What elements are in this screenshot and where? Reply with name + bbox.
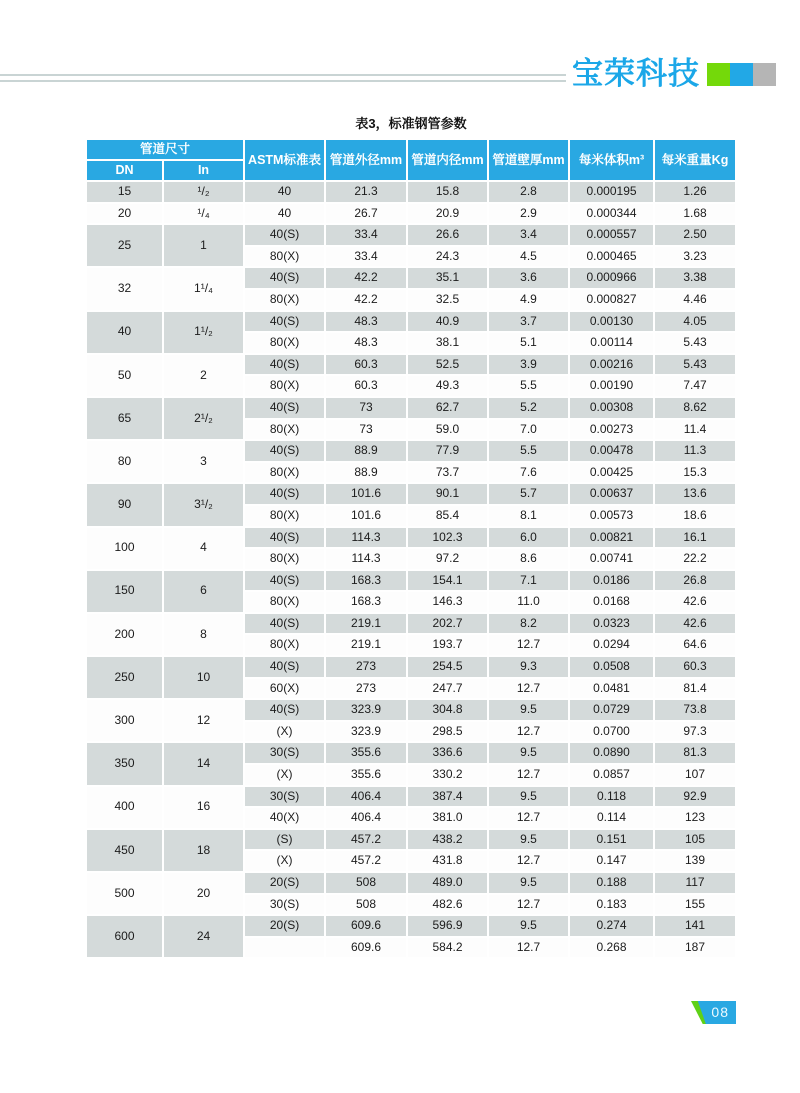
cell-inner-diameter: 202.7 (408, 614, 487, 634)
cell-wall-thickness: 3.4 (489, 225, 568, 245)
cell-inner-diameter: 26.6 (408, 225, 487, 245)
cell-outer-diameter: 26.7 (326, 204, 406, 224)
cell-volume: 0.00114 (570, 333, 653, 353)
cell-outer-diameter: 42.2 (326, 268, 406, 288)
cell-wall-thickness: 7.1 (489, 571, 568, 591)
cell-inner-diameter: 49.3 (408, 376, 487, 396)
header-in: In (164, 161, 243, 180)
cell-weight: 15.3 (655, 463, 735, 483)
cell-in: 6 (164, 571, 243, 612)
cell-wall-thickness: 9.5 (489, 873, 568, 893)
cell-astm: (X) (245, 722, 324, 742)
cell-dn: 80 (87, 441, 162, 482)
cell-outer-diameter: 88.9 (326, 463, 406, 483)
logo-green-square-icon (707, 63, 730, 86)
table-row (87, 743, 735, 763)
cell-outer-diameter: 355.6 (326, 743, 406, 763)
cell-dn: 400 (87, 787, 162, 828)
cell-astm: (X) (245, 851, 324, 871)
cell-weight: 155 (655, 895, 735, 915)
page-number-badge (691, 1001, 736, 1024)
cell-dn: 350 (87, 743, 162, 784)
cell-wall-thickness: 5.5 (489, 376, 568, 396)
cell-inner-diameter: 24.3 (408, 247, 487, 267)
cell-wall-thickness: 9.3 (489, 657, 568, 677)
cell-in: 1 (164, 225, 243, 266)
cell-astm: 80(X) (245, 247, 324, 267)
cell-weight: 187 (655, 938, 735, 958)
cell-weight: 64.6 (655, 635, 735, 655)
cell-volume: 0.000966 (570, 268, 653, 288)
table-row (87, 312, 735, 332)
cell-dn: 150 (87, 571, 162, 612)
cell-outer-diameter: 33.4 (326, 247, 406, 267)
cell-astm: 30(S) (245, 787, 324, 807)
logo-text: 宝荣科技 (572, 55, 700, 91)
cell-wall-thickness: 12.7 (489, 679, 568, 699)
cell-inner-diameter: 247.7 (408, 679, 487, 699)
cell-dn: 450 (87, 830, 162, 871)
cell-outer-diameter: 168.3 (326, 571, 406, 591)
cell-outer-diameter: 219.1 (326, 635, 406, 655)
cell-astm: (S) (245, 830, 324, 850)
cell-astm: 30(S) (245, 743, 324, 763)
cell-wall-thickness: 2.9 (489, 204, 568, 224)
cell-wall-thickness: 6.0 (489, 528, 568, 548)
cell-inner-diameter: 40.9 (408, 312, 487, 332)
cell-inner-diameter: 154.1 (408, 571, 487, 591)
cell-volume: 0.0857 (570, 765, 653, 785)
cell-inner-diameter: 97.2 (408, 549, 487, 569)
cell-astm: 40(S) (245, 614, 324, 634)
cell-outer-diameter: 273 (326, 679, 406, 699)
header-inner-diameter: 管道内径mm (408, 140, 487, 180)
cell-outer-diameter: 114.3 (326, 528, 406, 548)
cell-outer-diameter: 101.6 (326, 484, 406, 504)
cell-in: ¹/₄ (164, 204, 243, 224)
cell-volume: 0.183 (570, 895, 653, 915)
table-row (87, 830, 735, 850)
cell-in: 18 (164, 830, 243, 871)
table-row (87, 484, 735, 504)
cell-dn: 32 (87, 268, 162, 309)
cell-weight: 16.1 (655, 528, 735, 548)
cell-astm: 40(S) (245, 657, 324, 677)
cell-wall-thickness: 3.9 (489, 355, 568, 375)
cell-wall-thickness: 2.8 (489, 182, 568, 202)
cell-wall-thickness: 11.0 (489, 592, 568, 612)
cell-inner-diameter: 73.7 (408, 463, 487, 483)
cell-astm: 40(X) (245, 808, 324, 828)
cell-dn: 65 (87, 398, 162, 439)
cell-wall-thickness: 5.2 (489, 398, 568, 418)
cell-volume: 0.00821 (570, 528, 653, 548)
cell-dn: 600 (87, 916, 162, 957)
cell-in: ¹/₂ (164, 182, 243, 202)
table-row (87, 916, 735, 936)
cell-weight: 139 (655, 851, 735, 871)
cell-weight: 105 (655, 830, 735, 850)
cell-outer-diameter: 168.3 (326, 592, 406, 612)
cell-astm: 80(X) (245, 635, 324, 655)
table-row (87, 873, 735, 893)
cell-inner-diameter: 336.6 (408, 743, 487, 763)
cell-inner-diameter: 254.5 (408, 657, 487, 677)
cell-outer-diameter: 48.3 (326, 333, 406, 353)
cell-wall-thickness: 12.7 (489, 895, 568, 915)
cell-wall-thickness: 9.5 (489, 787, 568, 807)
cell-wall-thickness: 12.7 (489, 635, 568, 655)
cell-wall-thickness: 3.6 (489, 268, 568, 288)
cell-inner-diameter: 482.6 (408, 895, 487, 915)
cell-weight: 11.3 (655, 441, 735, 461)
table-body (87, 182, 735, 957)
header-dn: DN (87, 161, 162, 180)
cell-volume: 0.0323 (570, 614, 653, 634)
cell-weight: 18.6 (655, 506, 735, 526)
cell-weight: 1.26 (655, 182, 735, 202)
cell-inner-diameter: 193.7 (408, 635, 487, 655)
cell-astm: 80(X) (245, 463, 324, 483)
cell-dn: 40 (87, 312, 162, 353)
cell-weight: 60.3 (655, 657, 735, 677)
cell-astm: 40(S) (245, 268, 324, 288)
cell-outer-diameter: 508 (326, 873, 406, 893)
cell-outer-diameter: 406.4 (326, 808, 406, 828)
cell-astm: 40(S) (245, 484, 324, 504)
cell-inner-diameter: 596.9 (408, 916, 487, 936)
cell-inner-diameter: 77.9 (408, 441, 487, 461)
cell-weight: 4.05 (655, 312, 735, 332)
logo-blue-square-icon (730, 63, 753, 86)
cell-wall-thickness: 9.5 (489, 700, 568, 720)
cell-volume: 0.000827 (570, 290, 653, 310)
cell-wall-thickness: 12.7 (489, 938, 568, 958)
cell-wall-thickness: 5.7 (489, 484, 568, 504)
table-row (87, 787, 735, 807)
cell-in: 10 (164, 657, 243, 698)
cell-outer-diameter: 219.1 (326, 614, 406, 634)
cell-in: 2¹/₂ (164, 398, 243, 439)
table-row (87, 441, 735, 461)
cell-astm: 40 (245, 182, 324, 202)
cell-volume: 0.00130 (570, 312, 653, 332)
cell-outer-diameter: 60.3 (326, 376, 406, 396)
table-title: 表3，标准钢管参数 (355, 116, 467, 131)
cell-inner-diameter: 62.7 (408, 398, 487, 418)
header-astm: ASTM标准表 (245, 140, 324, 180)
cell-volume: 0.147 (570, 851, 653, 871)
cell-astm: 80(X) (245, 592, 324, 612)
pipe-parameters-table (85, 138, 737, 959)
table-row (87, 182, 735, 202)
cell-outer-diameter: 33.4 (326, 225, 406, 245)
logo-gray-square-icon (753, 63, 776, 86)
company-logo (572, 56, 776, 90)
cell-weight: 1.68 (655, 204, 735, 224)
cell-dn: 25 (87, 225, 162, 266)
cell-astm (245, 938, 324, 958)
cell-wall-thickness: 12.7 (489, 765, 568, 785)
cell-dn: 250 (87, 657, 162, 698)
cell-astm: 80(X) (245, 506, 324, 526)
cell-weight: 92.9 (655, 787, 735, 807)
cell-inner-diameter: 387.4 (408, 787, 487, 807)
cell-weight: 97.3 (655, 722, 735, 742)
cell-astm: (X) (245, 765, 324, 785)
cell-in: 3¹/₂ (164, 484, 243, 525)
cell-volume: 0.0294 (570, 635, 653, 655)
cell-volume: 0.00425 (570, 463, 653, 483)
cell-volume: 0.00741 (570, 549, 653, 569)
cell-inner-diameter: 438.2 (408, 830, 487, 850)
cell-volume: 0.0168 (570, 592, 653, 612)
cell-outer-diameter: 88.9 (326, 441, 406, 461)
cell-weight: 11.4 (655, 420, 735, 440)
cell-outer-diameter: 273 (326, 657, 406, 677)
cell-in: 1¹/₄ (164, 268, 243, 309)
cell-wall-thickness: 9.5 (489, 830, 568, 850)
cell-outer-diameter: 101.6 (326, 506, 406, 526)
cell-weight: 3.23 (655, 247, 735, 267)
cell-weight: 4.46 (655, 290, 735, 310)
cell-volume: 0.000195 (570, 182, 653, 202)
cell-volume: 0.0186 (570, 571, 653, 591)
cell-weight: 141 (655, 916, 735, 936)
header-rule-top (0, 74, 566, 76)
cell-astm: 40(S) (245, 700, 324, 720)
cell-outer-diameter: 42.2 (326, 290, 406, 310)
cell-volume: 0.00573 (570, 506, 653, 526)
cell-wall-thickness: 8.6 (489, 549, 568, 569)
cell-wall-thickness: 7.0 (489, 420, 568, 440)
cell-inner-diameter: 32.5 (408, 290, 487, 310)
cell-inner-diameter: 330.2 (408, 765, 487, 785)
cell-dn: 90 (87, 484, 162, 525)
cell-volume: 0.000557 (570, 225, 653, 245)
cell-inner-diameter: 431.8 (408, 851, 487, 871)
cell-inner-diameter: 489.0 (408, 873, 487, 893)
cell-inner-diameter: 35.1 (408, 268, 487, 288)
cell-astm: 80(X) (245, 290, 324, 310)
cell-outer-diameter: 508 (326, 895, 406, 915)
header-pipe-size: 管道尺寸 (87, 140, 243, 159)
cell-weight: 22.2 (655, 549, 735, 569)
cell-outer-diameter: 609.6 (326, 916, 406, 936)
cell-inner-diameter: 102.3 (408, 528, 487, 548)
cell-volume: 0.188 (570, 873, 653, 893)
cell-astm: 80(X) (245, 376, 324, 396)
cell-astm: 80(X) (245, 549, 324, 569)
cell-outer-diameter: 73 (326, 420, 406, 440)
cell-inner-diameter: 38.1 (408, 333, 487, 353)
cell-weight: 117 (655, 873, 735, 893)
cell-volume: 0.0700 (570, 722, 653, 742)
cell-outer-diameter: 457.2 (326, 851, 406, 871)
cell-astm: 40(S) (245, 528, 324, 548)
header-wall-thickness: 管道壁厚mm (489, 140, 568, 180)
cell-inner-diameter: 85.4 (408, 506, 487, 526)
cell-outer-diameter: 323.9 (326, 722, 406, 742)
cell-outer-diameter: 114.3 (326, 549, 406, 569)
table-row (87, 268, 735, 288)
cell-volume: 0.0890 (570, 743, 653, 763)
cell-inner-diameter: 90.1 (408, 484, 487, 504)
cell-dn: 300 (87, 700, 162, 741)
cell-outer-diameter: 457.2 (326, 830, 406, 850)
cell-volume: 0.274 (570, 916, 653, 936)
cell-weight: 107 (655, 765, 735, 785)
cell-wall-thickness: 4.5 (489, 247, 568, 267)
cell-in: 8 (164, 614, 243, 655)
cell-inner-diameter: 381.0 (408, 808, 487, 828)
cell-weight: 42.6 (655, 592, 735, 612)
cell-outer-diameter: 60.3 (326, 355, 406, 375)
cell-volume: 0.151 (570, 830, 653, 850)
cell-astm: 60(X) (245, 679, 324, 699)
cell-dn: 50 (87, 355, 162, 396)
cell-inner-diameter: 15.8 (408, 182, 487, 202)
cell-in: 1¹/₂ (164, 312, 243, 353)
cell-outer-diameter: 73 (326, 398, 406, 418)
cell-wall-thickness: 9.5 (489, 916, 568, 936)
table-row (87, 571, 735, 591)
cell-inner-diameter: 584.2 (408, 938, 487, 958)
cell-in: 20 (164, 873, 243, 914)
cell-astm: 20(S) (245, 916, 324, 936)
cell-volume: 0.00216 (570, 355, 653, 375)
table-row (87, 355, 735, 375)
header-outer-diameter: 管道外径mm (326, 140, 406, 180)
cell-dn: 20 (87, 204, 162, 224)
cell-inner-diameter: 52.5 (408, 355, 487, 375)
cell-dn: 100 (87, 528, 162, 569)
table-row (87, 657, 735, 677)
cell-astm: 20(S) (245, 873, 324, 893)
header-weight-per-meter: 每米重量Kg (655, 140, 735, 180)
cell-wall-thickness: 7.6 (489, 463, 568, 483)
cell-astm: 40(S) (245, 398, 324, 418)
cell-in: 12 (164, 700, 243, 741)
table-row (87, 614, 735, 634)
cell-wall-thickness: 5.1 (489, 333, 568, 353)
cell-astm: 40(S) (245, 355, 324, 375)
cell-weight: 73.8 (655, 700, 735, 720)
page-number: 08 (711, 1004, 729, 1020)
cell-inner-diameter: 20.9 (408, 204, 487, 224)
cell-dn: 15 (87, 182, 162, 202)
cell-outer-diameter: 609.6 (326, 938, 406, 958)
cell-weight: 8.62 (655, 398, 735, 418)
cell-astm: 80(X) (245, 420, 324, 440)
cell-in: 24 (164, 916, 243, 957)
header-volume-per-meter: 每米体积m³ (570, 140, 653, 180)
cell-volume: 0.0508 (570, 657, 653, 677)
cell-weight: 81.3 (655, 743, 735, 763)
cell-wall-thickness: 8.2 (489, 614, 568, 634)
cell-inner-diameter: 298.5 (408, 722, 487, 742)
cell-wall-thickness: 5.5 (489, 441, 568, 461)
cell-weight: 26.8 (655, 571, 735, 591)
cell-in: 2 (164, 355, 243, 396)
cell-outer-diameter: 323.9 (326, 700, 406, 720)
cell-astm: 40(S) (245, 312, 324, 332)
cell-weight: 81.4 (655, 679, 735, 699)
cell-weight: 13.6 (655, 484, 735, 504)
cell-volume: 0.0481 (570, 679, 653, 699)
cell-outer-diameter: 406.4 (326, 787, 406, 807)
cell-wall-thickness: 8.1 (489, 506, 568, 526)
cell-volume: 0.114 (570, 808, 653, 828)
cell-inner-diameter: 146.3 (408, 592, 487, 612)
cell-volume: 0.00190 (570, 376, 653, 396)
cell-weight: 7.47 (655, 376, 735, 396)
cell-outer-diameter: 355.6 (326, 765, 406, 785)
cell-astm: 40(S) (245, 571, 324, 591)
cell-volume: 0.00308 (570, 398, 653, 418)
table-row (87, 204, 735, 224)
cell-volume: 0.0729 (570, 700, 653, 720)
cell-outer-diameter: 21.3 (326, 182, 406, 202)
cell-volume: 0.00273 (570, 420, 653, 440)
cell-outer-diameter: 48.3 (326, 312, 406, 332)
table-row (87, 398, 735, 418)
cell-astm: 80(X) (245, 333, 324, 353)
cell-volume: 0.118 (570, 787, 653, 807)
cell-weight: 42.6 (655, 614, 735, 634)
cell-weight: 5.43 (655, 355, 735, 375)
cell-weight: 123 (655, 808, 735, 828)
cell-astm: 40(S) (245, 441, 324, 461)
cell-in: 16 (164, 787, 243, 828)
cell-weight: 5.43 (655, 333, 735, 353)
table-header (87, 140, 735, 180)
cell-in: 3 (164, 441, 243, 482)
cell-wall-thickness: 12.7 (489, 808, 568, 828)
cell-volume: 0.000344 (570, 204, 653, 224)
cell-wall-thickness: 9.5 (489, 743, 568, 763)
table-row (87, 700, 735, 720)
cell-in: 4 (164, 528, 243, 569)
cell-volume: 0.00478 (570, 441, 653, 461)
cell-in: 14 (164, 743, 243, 784)
cell-weight: 3.38 (655, 268, 735, 288)
cell-volume: 0.268 (570, 938, 653, 958)
cell-inner-diameter: 59.0 (408, 420, 487, 440)
cell-inner-diameter: 304.8 (408, 700, 487, 720)
cell-wall-thickness: 12.7 (489, 851, 568, 871)
cell-weight: 2.50 (655, 225, 735, 245)
cell-volume: 0.000465 (570, 247, 653, 267)
header-rule-bottom (0, 80, 566, 82)
cell-dn: 500 (87, 873, 162, 914)
cell-wall-thickness: 3.7 (489, 312, 568, 332)
cell-wall-thickness: 4.9 (489, 290, 568, 310)
table-row (87, 225, 735, 245)
cell-dn: 200 (87, 614, 162, 655)
cell-astm: 40 (245, 204, 324, 224)
cell-astm: 30(S) (245, 895, 324, 915)
cell-volume: 0.00637 (570, 484, 653, 504)
table-row (87, 528, 735, 548)
cell-wall-thickness: 12.7 (489, 722, 568, 742)
cell-astm: 40(S) (245, 225, 324, 245)
